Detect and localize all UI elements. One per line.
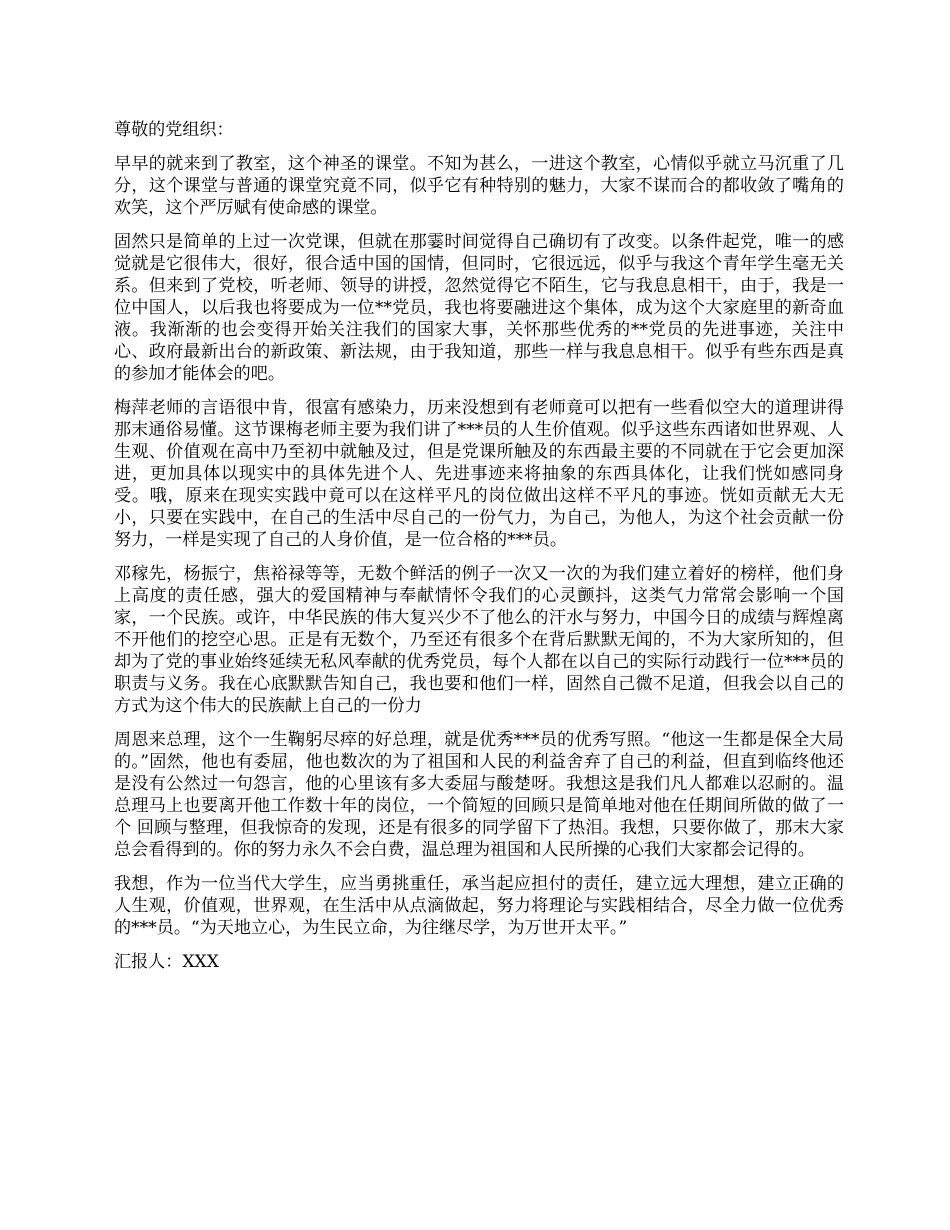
paragraph-4: 邓稼先，杨振宁，焦裕禄等等，无数个鲜活的例子一次又一次的为我们建立着好的榜样，他们身上高度的责任感，强大的爱国精神与奉献情怀令我们的心灵颤抖，这类气力常常会影响一个国家，一个民族。或许，中华民族的伟大复兴少不了他么的汗水与努力，中国今日的成绩与辉煌离不开他们的挖空心思。正是有无数个，乃至还有很多个在背后默默无闻的，不为大家所知的，但却为了党的事业始终延续无私风奉献的优秀党员，每个人都在以自己的实际行动践行一位***员的职责与义务。我在心底默默告知自己，我也要和他们一样，固然自己微不足道，但我会以自己的方式为这个伟大的民族献上自己的一份力 <box>114 564 844 716</box>
signature: 汇报人：XXX <box>114 952 219 972</box>
salutation: 尊敬的党组织： <box>114 120 234 140</box>
paragraph-3: 梅萍老师的言语很中肯，很富有感染力，历来没想到有老师竟可以把有一些看似空大的道理讲得那末通俗易懂。这节课梅老师主要为我们讲了***员的人生价值观。似乎这些东西诸如世界观、人生观、价值观在高中乃至初中就触及过，但是党课所触及的东西最主要的不同就在于它会更加深进，更加具体以现实中的具体先进个人、先进事迹来将抽象的东西具体化，让我们恍如感同身受。哦，原来在现实实践中竟可以在这样平凡的岗位做出这样不平凡的事迹。恍如贡献无大无小，只要在实践中，在自己的生活中尽自己的一份气力，为自己，为他人，为这个社会贡献一份努力，一样是实现了自己的人身价值，是一位合格的***员。 <box>114 398 844 550</box>
paragraph-2: 固然只是简单的上过一次党课，但就在那霎时间觉得自己确切有了改变。以条件起党，唯一的感觉就是它很伟大，很好，很合适中国的国情，但同时，它很远远，似乎与我这个青年学生毫无关系。但来到了党校，听老师、领导的讲授，忽然觉得它不陌生，它与我息息相干，由于，我是一位中国人，以后我也将要成为一位**党员，我也将要融进这个集体，成为这个大家庭里的新奇血液。我渐渐的也会变得开始关注我们的国家大事，关怀那些优秀的**党员的先进事迹，关注中心、政府最新出台的新政策、新法规，由于我知道，那些一样与我息息相干。似乎有些东西是真的参加才能体会的吧。 <box>114 232 844 384</box>
paragraph-1: 早早的就来到了教室，这个神圣的课堂。不知为甚么，一进这个教室，心情似乎就立马沉重了几分，这个课堂与普通的课堂究竟不同，似乎它有种特别的魅力，大家不谋而合的都收敛了嘴角的欢笑，这个严厉赋有使命感的课堂。 <box>114 154 844 218</box>
paragraph-6: 我想，作为一位当代大学生，应当勇挑重任，承当起应担付的责任，建立远大理想，建立正确的人生观，价值观，世界观，在生活中从点滴做起，努力将理论与实践相结合，尽全力做一位优秀的***员。“为天地立心，为生民立命，为往继尽学，为万世开太平。” <box>114 874 844 938</box>
report-body <box>114 119 844 985</box>
paragraph-5: 周恩来总理，这个一生鞠躬尽瘁的好总理，就是优秀***员的优秀写照。“他这一生都是保全大局的。”固然，他也有委屈，他也数次的为了祖国和人民的利益舍弃了自己的利益，但直到临终他还是没有公然过一句怨言，他的心里该有多大委屈与酸楚呀。我想这是我们凡人都难以忍耐的。温总理马上也要离开他工作数十年的岗位，一个简短的回顾只是简单地对他在任期间所做的做了一个 回顾与整理，但我惊奇的发现，还是有很多的同学留下了热泪。我想，只要你做了，那末大家总会看得到的。你的努力永久不会白费，温总理为祖国和人民所操的心我们大家都会记得的。 <box>114 730 844 860</box>
